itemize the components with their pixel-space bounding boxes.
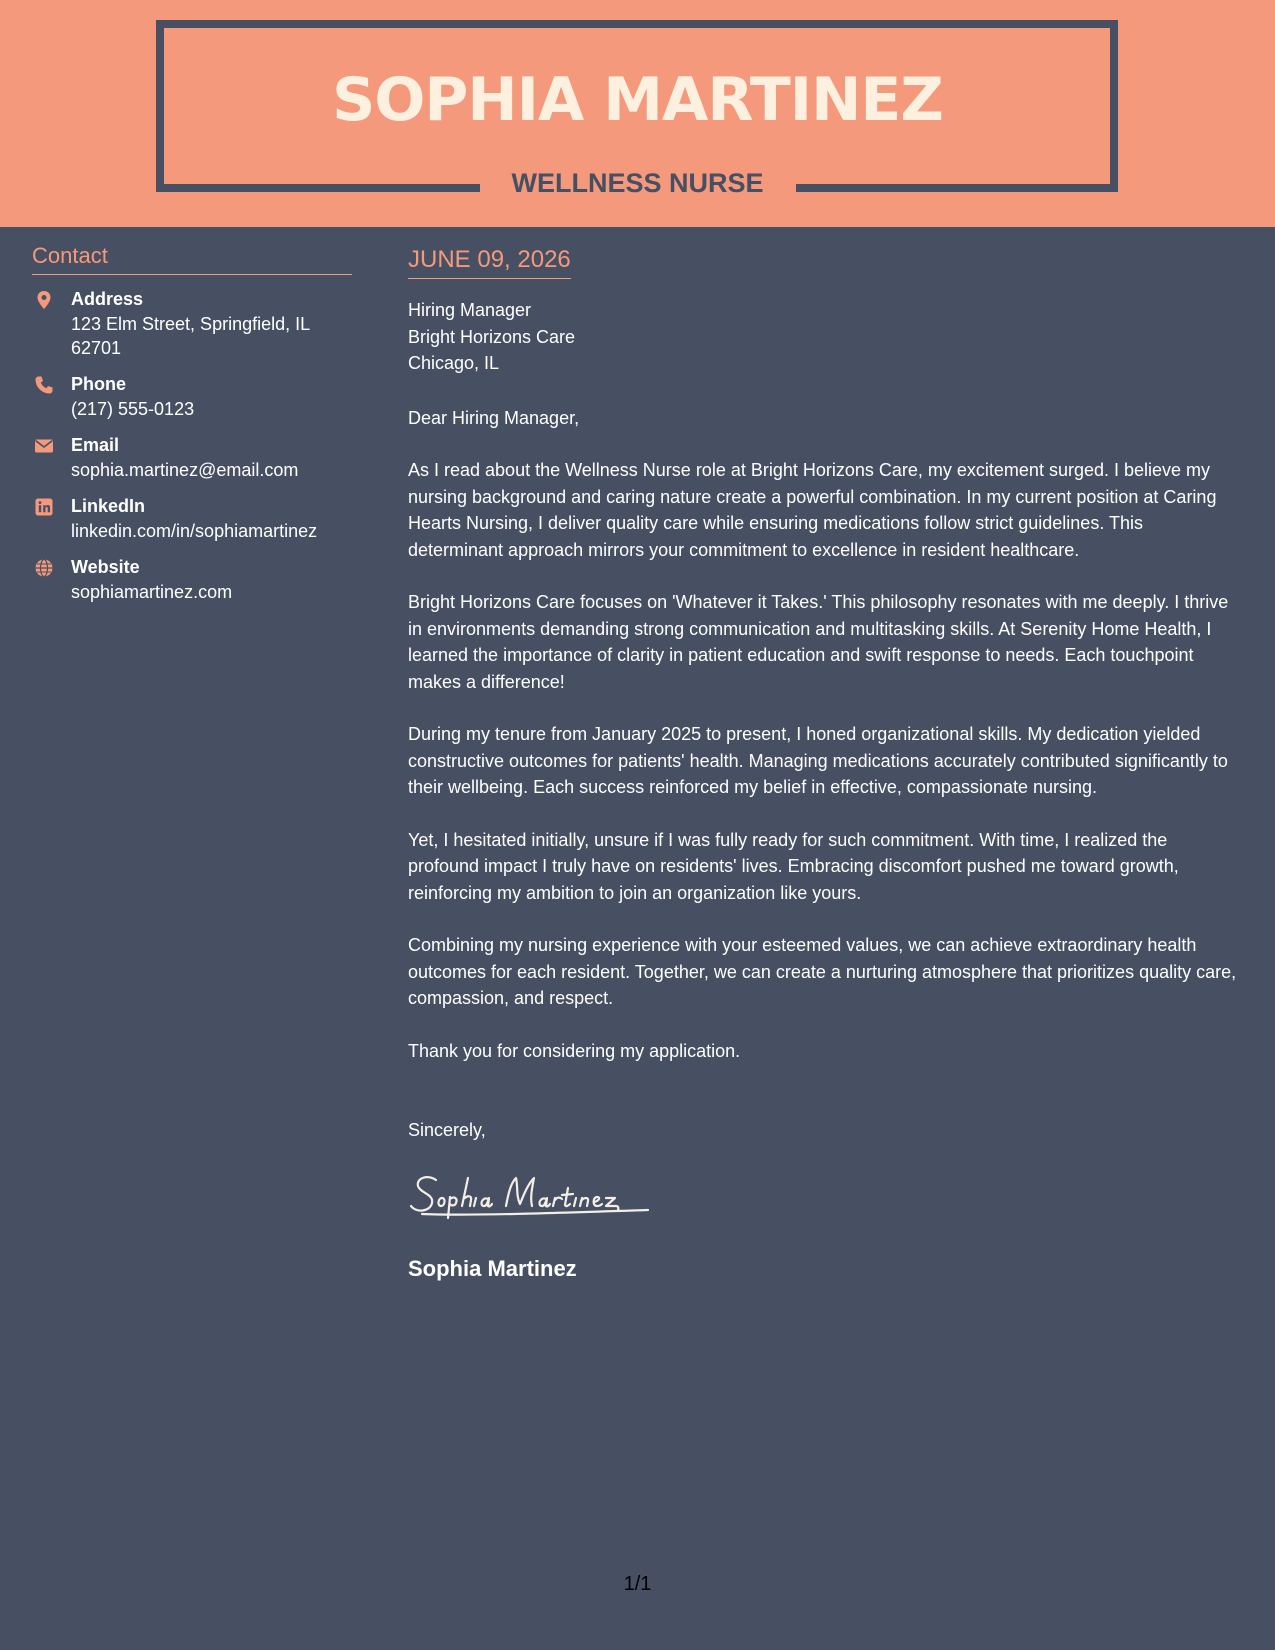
map-pin-icon [34, 290, 54, 310]
address-value: 123 Elm Street, Springfield, IL 62701 [71, 314, 310, 358]
phone-label: Phone [71, 374, 127, 394]
linkedin-icon [34, 497, 54, 517]
contact-heading: Contact [32, 240, 352, 275]
recipient-location: Chicago, IL [408, 353, 500, 373]
signer-name: Sophia Martinez [408, 1255, 577, 1281]
contact-email [32, 433, 352, 482]
paragraph-philosophy: Bright Horizons Care focuses on 'Whatever it Takes.' This philosophy resonates with me deeply. I thrive in environments demanding strong communication and multitasking skills. At Serenity Home Health, I learned the importance of clarity in patient education and swift response to needs. Each touchpoint makes a difference! [408, 592, 1229, 692]
linkedin-label: LinkedIn [71, 496, 146, 516]
job-title: WELLNESS NURSE [511, 168, 764, 198]
contact-address [32, 287, 352, 360]
phone-icon [34, 375, 54, 395]
paragraph-growth: Yet, I hesitated initially, unsure if I was fully ready for such commitment. With time, I realized the profound impact I truly have on residents' lives. Embracing discomfort pushed me toward growth, reinforcing my ambition to join an organization like yours. [408, 829, 1179, 903]
email-label: Email [71, 435, 120, 455]
globe-icon [34, 558, 54, 578]
contact-phone [32, 372, 352, 421]
phone-value: (217) 555-0123 [71, 399, 195, 419]
website-label: Website [71, 557, 140, 577]
letter-body [408, 244, 1243, 1283]
handwritten-signature [408, 1166, 678, 1226]
contact-linkedin [32, 494, 352, 543]
website-value[interactable]: sophiamartinez.com [71, 582, 233, 602]
recipient-title: Hiring Manager [408, 300, 532, 320]
closing: Sincerely, [408, 1120, 486, 1140]
header-banner [0, 0, 1275, 227]
linkedin-value[interactable]: linkedin.com/in/sophiamartinez [71, 521, 318, 541]
page-number: 1/1 [623, 1573, 652, 1595]
address-label: Address [71, 289, 144, 309]
contact-sidebar [32, 240, 352, 604]
salutation: Dear Hiring Manager, [408, 407, 580, 428]
envelope-icon [34, 436, 54, 456]
applicant-name: SOPHIA MARTINEZ [332, 65, 943, 135]
paragraph-values: Combining my nursing experience with your esteemed values, we can achieve extraordinary health outcomes for each resident. Together, we can create a nurturing atmosphere that prioritizes quality care, compassion, and respect. [408, 935, 1237, 1008]
recipient-block [408, 297, 1243, 377]
paragraph-thanks: Thank you for considering my application. [408, 1040, 741, 1061]
recipient-company: Bright Horizons Care [408, 326, 576, 347]
email-value[interactable]: sophia.martinez@email.com [71, 460, 299, 480]
paragraph-intro: As I read about the Wellness Nurse role at Bright Horizons Care, my excitement surged. I believe my nursing background and caring nature create a powerful combination. In my current position at Caring Hearts Nursing, I deliver quality care while ensuring medications follow strict guidelines. This determinant approach mirrors your commitment to excellence in resident healthcare. [408, 460, 1217, 560]
contact-website [32, 555, 352, 604]
paragraph-experience: During my tenure from January 2025 to present, I honed organizational skills. My dedication yielded constructive outcomes for patients' health. Managing medications accurately contributed significantly to their wellbeing. Each success reinforced my belief in effective, compassionate nursing. [408, 724, 1228, 797]
letter-date: JUNE 09, 2026 [408, 244, 571, 279]
